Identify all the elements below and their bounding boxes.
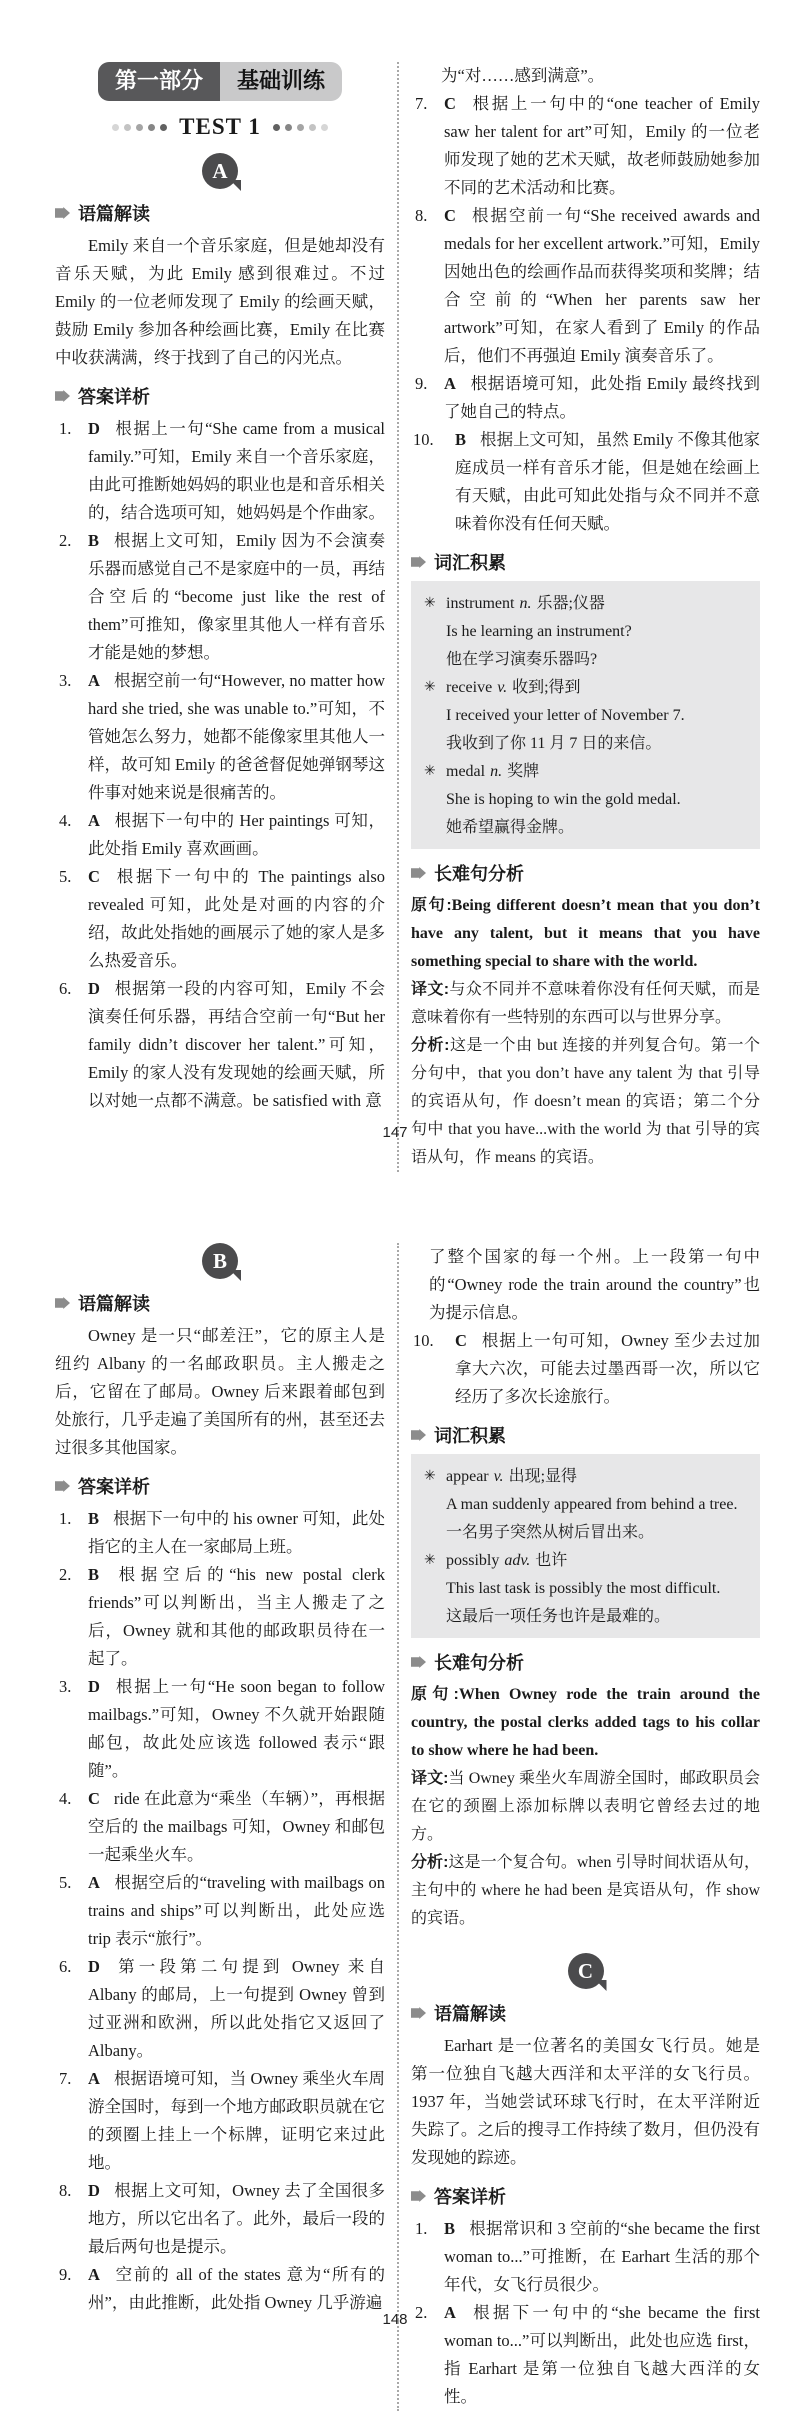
answer-letter: D — [88, 1957, 100, 1976]
vocab-box — [411, 1454, 760, 1638]
answer-text: 根据下一句中的 Her paintings 可知，此处指 Emily 喜欢画画。 — [88, 811, 385, 858]
answer-item — [411, 202, 760, 370]
arrow-icon — [55, 390, 70, 402]
answer-item — [55, 415, 385, 527]
arrow-icon — [411, 556, 426, 568]
section-title: 语篇解读 — [434, 2004, 506, 2024]
answer-number: 7. — [415, 94, 428, 113]
decor-dot — [309, 124, 316, 131]
vocab-example: She is hoping to win the gold medal. — [446, 791, 681, 808]
answer-item — [411, 90, 760, 202]
answer-text: 根据常识和 3 空前的“she became the first woman to...”可推断，在 Earhart 生活的那个年代，女飞行员很少。 — [444, 2219, 760, 2294]
answer-text: 根据语境可知，此处指 Emily 最终找到了她自己的特点。 — [444, 374, 760, 421]
section-title: 语篇解读 — [78, 204, 150, 224]
answer-item — [55, 863, 385, 975]
answer-text: 根据空前一句“However, no matter how hard she tried, she was unable to.”可知，不管她怎么努力，她都不能像家里其他人一样，故可知 Emily 的爸爸督促她弹钢琴这件事对她来说是很痛苦的。 — [88, 671, 385, 802]
answer-number: 10. — [413, 430, 434, 449]
section-header-passage — [55, 1290, 385, 1316]
answer-number: 1. — [59, 419, 72, 438]
column-divider — [397, 62, 399, 1172]
decor-dot — [297, 124, 304, 131]
page1-left-column — [55, 62, 385, 1172]
vocab-word: possibly — [446, 1552, 500, 1569]
arrow-icon — [411, 2007, 426, 2019]
vocab-def: 奖牌 — [507, 763, 540, 780]
answer-item — [411, 426, 760, 538]
arrow-icon — [411, 1656, 426, 1668]
book-page-148 — [0, 1165, 790, 2406]
vocab-example: Is he learning an instrument? — [446, 623, 632, 640]
answer-number: 1. — [415, 2219, 428, 2238]
vocab-word: medal — [446, 763, 486, 780]
answer-item — [411, 2215, 760, 2299]
answer-text: 根据第一段的内容可知，Emily 不会演奏任何乐器，再结合空前一句“But her family didn’t discover her talent.”可知，Emily 的家人没有发现她的绘画天赋，所以对她一点都不满意。be satisfied with 意 — [88, 979, 385, 1110]
vocab-entry — [423, 674, 750, 758]
answer-letter: B — [455, 430, 467, 449]
answer-text: 根据上一句可知，Owney 至少去过加拿大六次，可能去过墨西哥一次，所以它经历了多次长途旅行。 — [455, 1331, 760, 1406]
section-header-vocab — [411, 1422, 760, 1448]
column-divider — [397, 1243, 399, 2411]
section-title: 词汇积累 — [434, 1426, 506, 1446]
answer-letter: A — [444, 2303, 456, 2322]
vocab-pos: n. — [519, 595, 532, 612]
answer-continuation: 了整个国家的每一个州。上一段第一句中的“Owney rode the train around the country”也为提示信息。 — [429, 1247, 760, 1322]
vocab-translation: 他在学习演奏乐器吗? — [446, 651, 598, 668]
passage-a-badge: A — [202, 153, 238, 189]
vocab-word: receive — [446, 679, 493, 696]
vocab-example: This last task is possibly the most difficult. — [446, 1580, 721, 1597]
asterisk-icon: ✳ — [424, 596, 436, 611]
section-title: 答案详析 — [434, 2187, 506, 2207]
vocab-box — [411, 581, 760, 849]
answer-text: 根据空后的“his new postal clerk friends”可以判断出，当主人搬走了之后，Owney 就和其他的邮政职员待在一起了。 — [88, 1565, 385, 1668]
answer-text: 根据上一句“She came from a musical family.”可知，Emily 来自一个音乐家庭，由此可推断她妈妈的职业也是和音乐相关的，结合选项可知，她妈妈是个作曲家。 — [88, 419, 385, 522]
answer-item — [55, 1673, 385, 1785]
book-page-147 — [0, 0, 790, 1165]
decor-dot — [124, 124, 131, 131]
answer-text: ride 在此意为“乘坐（车辆）”，再根据空后的 the mailbags 可知，Owney 和邮包一起乘坐火车。 — [88, 1789, 385, 1864]
answer-letter: C — [455, 1331, 467, 1350]
arrow-icon — [55, 207, 70, 219]
section-title: 长难句分析 — [434, 864, 524, 884]
test-title-row — [55, 114, 385, 140]
answer-item — [55, 1505, 385, 1561]
section-header-passage — [55, 200, 385, 226]
answer-number: 2. — [59, 531, 72, 550]
sentence-analysis: 分析:这是一个复合句。when 引导时间状语从句，主句中的 where he had been 是宾语从句，作 show 的宾语。 — [411, 1854, 760, 1927]
vocab-pos: v. — [497, 679, 508, 696]
answer-text: 第一段第二句提到 Owney 来自 Albany 的邮局，上一句提到 Owney 曾到过亚洲和欧洲，所以此处指它又返回了 Albany。 — [88, 1957, 385, 2060]
answer-number: 3. — [59, 671, 72, 690]
vocab-translation: 一名男子突然从树后冒出来。 — [446, 1524, 655, 1541]
answer-letter: C — [444, 206, 456, 225]
section-header-sentence — [411, 860, 760, 886]
answer-letter: D — [88, 419, 100, 438]
answer-item — [55, 1561, 385, 1673]
answer-text: 根据空前一句“She received awards and medals for her excellent artwork.”可知，Emily 因她出色的绘画作品而获得奖项和奖牌；结合空前的“When her parents saw her artwork”可知，在家人看到了 Emily 的作品后，他们不再强迫 Emily 演奏音乐了。 — [444, 206, 760, 365]
section-header-answers — [411, 2183, 760, 2209]
vocab-def: 乐器;仪器 — [536, 595, 605, 612]
sentence-translation: 译文:与众不同并不意味着你没有任何天赋，而是意味着你有一些特别的东西可以与世界分享。 — [411, 981, 760, 1026]
test-title: TEST 1 — [179, 114, 261, 139]
passage-a-summary: Emily 来自一个音乐家庭，但是她却没有音乐天赋，为此 Emily 感到很难过。不过 Emily 的一位老师发现了 Emily 的绘画天赋，鼓励 Emily 参加各种绘画比赛，Emily 在比赛中收获满满，终于找到了自己的闪光点。 — [55, 236, 385, 367]
arrow-icon — [55, 1297, 70, 1309]
decor-dot — [160, 124, 167, 131]
answer-number: 1. — [59, 1509, 72, 1528]
answer-text: 根据上一句中的“one teacher of Emily saw her talent for art”可知，Emily 的一位老师发现了她的艺术天赋，故老师鼓励她参加不同的艺术活动和比赛。 — [444, 94, 760, 197]
decor-dot — [148, 124, 155, 131]
answer-letter: C — [88, 1789, 100, 1808]
answer-number: 6. — [59, 979, 72, 998]
answer-text: 根据下一句中的 The paintings also revealed 可知，此处是对画的内容的介绍，故此处指她的画展示了她的家人是多么热爱音乐。 — [88, 867, 385, 970]
answer-text: 根据上文可知，Owney 去了全国很多地方，所以它出名了。此外，最后一段的最后两句也是提示。 — [88, 2181, 385, 2256]
section-title: 词汇积累 — [434, 553, 506, 573]
sentence-original: 原句:When Owney rode the train around the country, the postal clerks added tags to his collar to show where he had been. — [411, 1686, 760, 1759]
asterisk-icon: ✳ — [424, 764, 436, 779]
answer-letter: A — [88, 811, 100, 830]
vocab-entry — [423, 1547, 750, 1631]
section-title: 答案详析 — [78, 1477, 150, 1497]
answer-text: 根据语境可知，当 Owney 乘坐火车周游全国时，每到一个地方邮政职员就在它的颈圈上挂上一个标牌，证明它来过此地。 — [88, 2069, 385, 2172]
vocab-entry — [423, 1463, 750, 1547]
answer-item — [55, 1785, 385, 1869]
sentence-translation: 译文:当 Owney 乘坐火车周游全国时，邮政职员会在它的颈圈上添加标牌以表明它曾经去过的地方。 — [411, 1770, 760, 1843]
vocab-entry — [423, 590, 750, 674]
vocab-translation: 她希望赢得金牌。 — [446, 819, 575, 836]
answer-letter: B — [88, 1565, 100, 1584]
page2-right-column — [411, 1243, 760, 2411]
answer-number: 10. — [413, 1331, 434, 1350]
answer-number: 6. — [59, 1957, 72, 1976]
answer-text: 根据上文可知，虽然 Emily 不像其他家庭成员一样有音乐才能，但是她在绘画上有天赋，由此可知此处指与众不同并不意味着你没有任何天赋。 — [455, 430, 760, 533]
section-header-passage — [411, 2000, 760, 2026]
vocab-def: 出现;显得 — [508, 1468, 578, 1485]
answer-item — [55, 2261, 385, 2317]
section-title: 长难句分析 — [434, 1653, 524, 1673]
answer-item — [55, 667, 385, 807]
section-title: 答案详析 — [78, 387, 150, 407]
passage-b-summary: Owney 是一只“邮差汪”，它的原主人是纽约 Albany 的一名邮政职员。主人搬走之后，它留在了邮局。Owney 后来跟着邮包到处旅行，几乎走遍了美国所有的州，甚至还去过很多其他国家。 — [55, 1326, 385, 1457]
answer-letter: A — [88, 1873, 100, 1892]
answer-number: 2. — [59, 1565, 72, 1584]
answer-continuation: 为“对……感到满意”。 — [441, 66, 605, 85]
answer-text: 根据下一句中的“she became the first woman to...”可以判断出，此处也应选 first，指 Earhart 是第一位独自飞越大西洋的女性。 — [444, 2303, 760, 2406]
answer-text: 根据上一句“He soon began to follow mailbags.”可知，Owney 不久就开始跟随邮包，故此处应该选 followed 表示“跟随”。 — [88, 1677, 385, 1780]
answer-letter: D — [88, 979, 100, 998]
arrow-icon — [55, 1480, 70, 1492]
answer-number: 9. — [415, 374, 428, 393]
answer-item — [411, 1327, 760, 1411]
answer-item — [55, 2177, 385, 2261]
answer-number: 9. — [59, 2265, 72, 2284]
answer-number: 4. — [59, 1789, 72, 1808]
page-number: 147 — [382, 1124, 408, 1141]
vocab-pos: n. — [490, 763, 503, 780]
page-number: 148 — [382, 2311, 408, 2328]
vocab-translation: 我收到了你 11 月 7 日的来信。 — [446, 735, 662, 752]
course-label: 基础训练 — [220, 62, 342, 101]
vocab-translation: 这最后一项任务也许是最难的。 — [446, 1608, 671, 1625]
asterisk-icon: ✳ — [424, 1469, 436, 1484]
answer-number: 2. — [415, 2303, 428, 2322]
arrow-icon — [411, 867, 426, 879]
answer-letter: A — [444, 374, 456, 393]
answer-text: 根据空后的“traveling with mailbags on trains and ships”可以判断出，此处应选 trip 表示“旅行”。 — [88, 1873, 385, 1948]
answer-letter: D — [88, 1677, 100, 1696]
answer-number: 8. — [59, 2181, 72, 2200]
answer-text: 根据下一句中的 his owner 可知，此处指它的主人在一家邮局上班。 — [88, 1509, 385, 1556]
answer-item — [55, 1953, 385, 2065]
answer-number: 8. — [415, 206, 428, 225]
answer-number: 3. — [59, 1677, 72, 1696]
answer-letter: C — [444, 94, 456, 113]
sentence-analysis: 分析:这是一个由 but 连接的并列复合句。第一个分句中，that you don’t have any talent 为 that 引导的宾语从句，作 doesn’t mean 的宾语；第二个分句中 that you have...with the world 为 that 引导的宾语从句，作 means 的宾语。 — [411, 1037, 760, 1166]
section-title: 语篇解读 — [78, 1294, 150, 1314]
vocab-example: A man suddenly appeared from behind a tree. — [446, 1496, 738, 1513]
part-label: 第一部分 — [98, 62, 220, 101]
answer-text: 空前的 all of the states 意为“所有的州”，由此推断，此处指 Owney 几乎游遍 — [88, 2265, 385, 2312]
vocab-pos: adv. — [504, 1552, 531, 1569]
page2-left-column — [55, 1243, 385, 2411]
decor-dot — [136, 124, 143, 131]
answer-number: 5. — [59, 867, 72, 886]
decor-dot — [273, 124, 280, 131]
answer-item — [55, 975, 385, 1115]
answer-letter: B — [444, 2219, 456, 2238]
answer-letter: B — [88, 1509, 100, 1528]
answer-item — [55, 1869, 385, 1953]
vocab-word: appear — [446, 1468, 489, 1485]
passage-b-badge: B — [202, 1243, 238, 1279]
arrow-icon — [411, 1429, 426, 1441]
answer-number: 4. — [59, 811, 72, 830]
answer-letter: A — [88, 671, 100, 690]
vocab-entry — [423, 758, 750, 842]
decor-dot — [285, 124, 292, 131]
answer-item — [55, 2065, 385, 2177]
answer-text: 根据上文可知，Emily 因为不会演奏乐器而感觉自己不是家庭中的一员，再结合空后的“become just like the rest of them”可推知，像家里其他人一样有音乐才能是她的梦想。 — [88, 531, 385, 662]
decor-dot — [321, 124, 328, 131]
vocab-word: instrument — [446, 595, 515, 612]
page1-right-column — [411, 62, 760, 1172]
answer-letter: D — [88, 2181, 100, 2200]
part-header-badge — [98, 62, 342, 101]
asterisk-icon: ✳ — [424, 1553, 436, 1568]
answer-letter: B — [88, 531, 100, 550]
section-header-answers — [55, 383, 385, 409]
answer-number: 7. — [59, 2069, 72, 2088]
answer-number: 5. — [59, 1873, 72, 1892]
answer-item — [55, 527, 385, 667]
vocab-def: 也许 — [535, 1552, 568, 1569]
vocab-def: 收到;得到 — [512, 679, 581, 696]
asterisk-icon: ✳ — [424, 680, 436, 695]
passage-c-summary: Earhart 是一位著名的美国女飞行员。她是第一位独自飞越大西洋和太平洋的女飞行员。1937 年，当她尝试环球飞行时，在太平洋附近失踪了。之后的搜寻工作持续了数月，但仍没有发现她的踪迹。 — [411, 2036, 760, 2167]
section-header-sentence — [411, 1649, 760, 1675]
answer-letter: A — [88, 2069, 100, 2088]
answer-item — [55, 807, 385, 863]
section-header-vocab — [411, 549, 760, 575]
passage-c-badge: C — [568, 1953, 604, 1989]
section-header-answers — [55, 1473, 385, 1499]
sentence-original: 原句:Being different doesn’t mean that you don’t have any talent, but it means that you have something special to share with the world. — [411, 897, 760, 970]
arrow-icon — [411, 2190, 426, 2202]
vocab-example: I received your letter of November 7. — [446, 707, 685, 724]
decor-dot — [112, 124, 119, 131]
answer-item — [411, 370, 760, 426]
vocab-pos: v. — [493, 1468, 504, 1485]
answer-letter: C — [88, 867, 100, 886]
answer-letter: A — [88, 2265, 100, 2284]
